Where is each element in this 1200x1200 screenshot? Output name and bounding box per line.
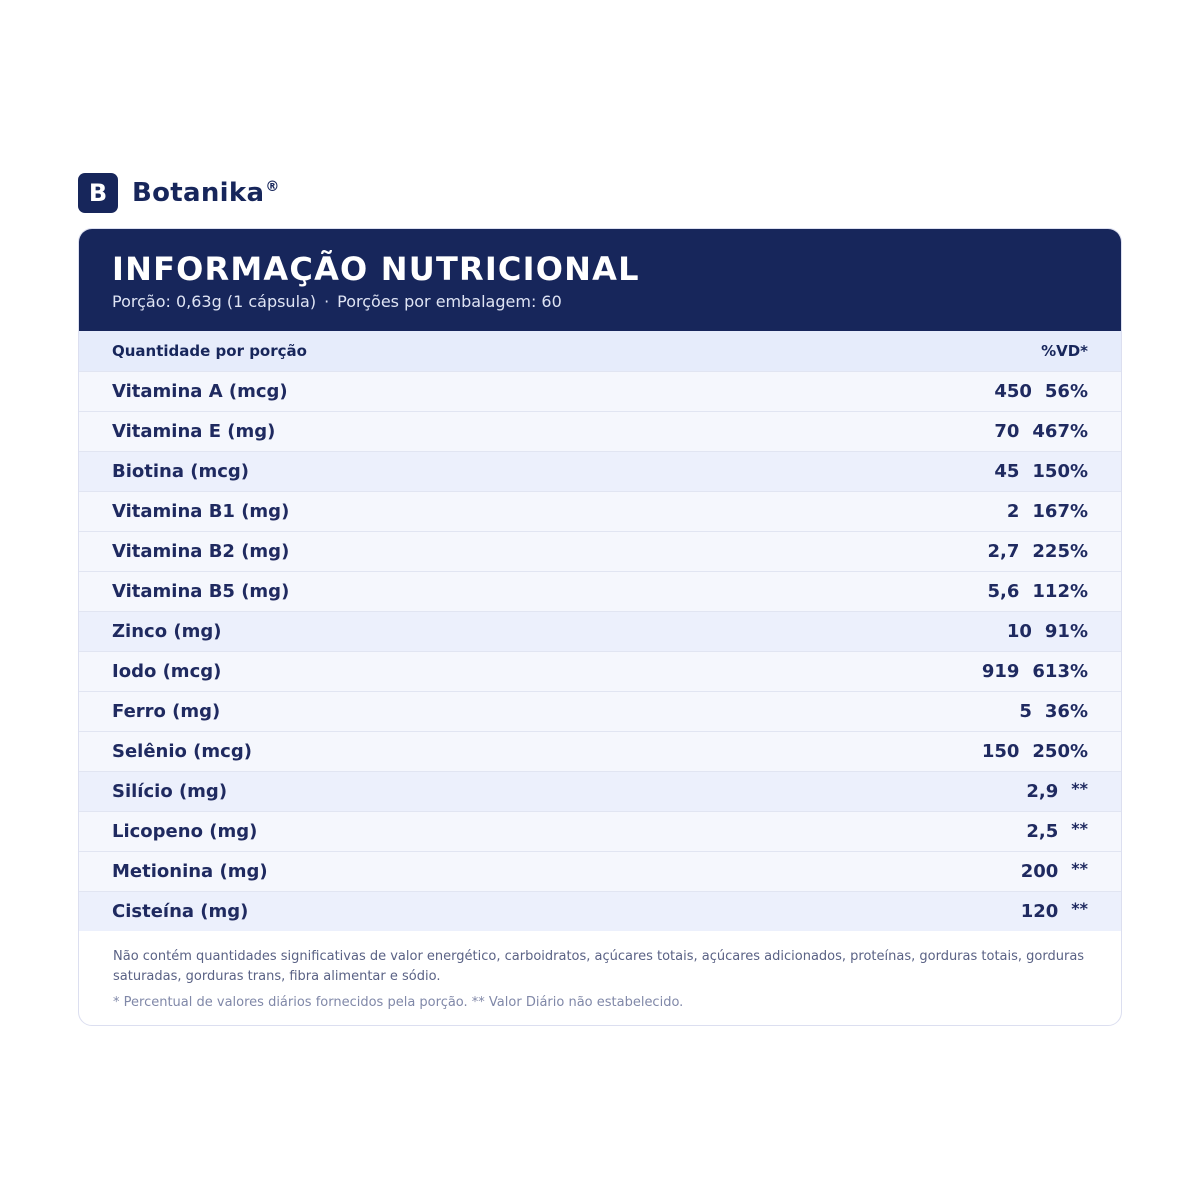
nutrient-name: Zinco (mg) [112,621,222,642]
nutrient-row [79,651,1121,691]
nutrient-amount: 10 [1006,621,1032,642]
nutrient-name: Vitamina B2 (mg) [112,541,290,562]
nutrient-values [982,741,1088,762]
nutrient-vd: 150% [1032,461,1088,482]
nutrient-name: Vitamina E (mg) [112,421,276,442]
nutrient-vd: 36% [1044,701,1088,722]
nutrient-name: Licopeno (mg) [112,821,258,842]
brand-name-wrap [132,178,280,208]
column-header [79,331,1121,371]
nutrient-values [1026,821,1088,842]
nutrient-name: Metionina (mg) [112,861,268,882]
brand-name: Botanika [132,178,265,208]
nutrient-amount: 450 [994,381,1032,402]
nutrient-name: Ferro (mg) [112,701,221,722]
nutrient-name: Vitamina A (mcg) [112,381,288,402]
nutrient-vd: ** [1071,819,1088,838]
nutrient-values [988,581,1089,602]
nutrient-amount: 2,5 [1026,821,1059,842]
nutrient-row [79,731,1121,771]
nutrient-row [79,571,1121,611]
nutrient-vd: ** [1071,859,1088,878]
nutrient-row [79,491,1121,531]
nutrient-row [79,411,1121,451]
nutrient-values [1021,861,1088,882]
nutrient-vd: 112% [1032,581,1088,602]
nutrient-vd: 167% [1032,501,1088,522]
footnote-insignificant: Não contém quantidades significativas de valor energético, carboidratos, açúcares totais, açúcares adicionados, proteínas, gorduras totais, gorduras saturadas, gorduras trans, fibra alimentar e sódio. [113,949,1085,984]
nutrient-vd: 613% [1032,661,1088,682]
nutrient-values [982,661,1088,682]
nutrient-values [1007,501,1088,522]
nutrient-amount: 2,7 [987,541,1020,562]
nutrient-vd: 250% [1032,741,1088,762]
nutrient-row [79,611,1121,651]
nutrient-amount: 2 [1006,501,1020,522]
nutrient-name: Silício (mg) [112,781,228,802]
nutrient-vd: ** [1071,779,1088,798]
nutrient-amount: 919 [981,661,1020,682]
nutrient-row [79,371,1121,411]
subtitle-separator: · [324,292,330,311]
nutrient-name: Vitamina B1 (mg) [112,501,290,522]
nutrient-name: Cisteína (mg) [112,901,249,922]
nutrient-values [988,541,1089,562]
footnote-vd: * Percentual de valores diários fornecidos pela porção. ** Valor Diário não estabelecido. [113,995,684,1010]
nutrient-values [1021,901,1088,922]
nutrient-rows [79,371,1121,931]
nutrient-name: Biotina (mcg) [112,461,250,482]
nutrient-values [994,461,1088,482]
nutrient-amount: 5,6 [987,581,1020,602]
nutrient-values [994,421,1088,442]
nutrient-row [79,891,1121,931]
nutrient-amount: 150 [981,741,1020,762]
panel-subtitle [112,291,1088,313]
nutrient-amount: 2,9 [1026,781,1059,802]
nutrient-name: Iodo (mcg) [112,661,222,682]
nutrient-values [1007,621,1088,642]
nutrient-amount: 70 [994,421,1020,442]
servings-per-package: Porções por embalagem: 60 [337,292,562,311]
nutrient-amount: 45 [994,461,1020,482]
nutrient-vd: 91% [1044,621,1088,642]
nutrient-vd: ** [1071,899,1088,918]
nutrient-row [79,451,1121,491]
nutrient-row [79,811,1121,851]
brand [78,173,280,213]
nutrient-amount: 5 [1019,701,1032,722]
nutrient-vd: 56% [1044,381,1088,402]
nutrient-row [79,771,1121,811]
nutrient-row [79,531,1121,571]
nutrient-values [1019,701,1088,722]
nutrient-amount: 120 [1020,901,1059,922]
nutrient-vd: 225% [1032,541,1088,562]
panel-header [79,229,1121,331]
nutrient-amount: 200 [1020,861,1059,882]
nutrient-values [1026,781,1088,802]
nutrient-name: Vitamina B5 (mg) [112,581,290,602]
nutrient-row [79,851,1121,891]
registered-mark: ® [265,179,280,196]
footnotes [79,931,1121,1013]
nutrient-name: Selênio (mcg) [112,741,252,762]
column-header-vd: %VD* [1041,342,1088,360]
serving-size: Porção: 0,63g (1 cápsula) [112,292,317,311]
panel-title: INFORMAÇÃO NUTRICIONAL [112,250,640,288]
nutrition-panel [78,228,1122,1026]
brand-logo: B [78,173,118,213]
nutrient-values [994,381,1088,402]
nutrient-vd: 467% [1032,421,1088,442]
nutrient-row [79,691,1121,731]
column-header-amount: Quantidade por porção [112,342,307,360]
